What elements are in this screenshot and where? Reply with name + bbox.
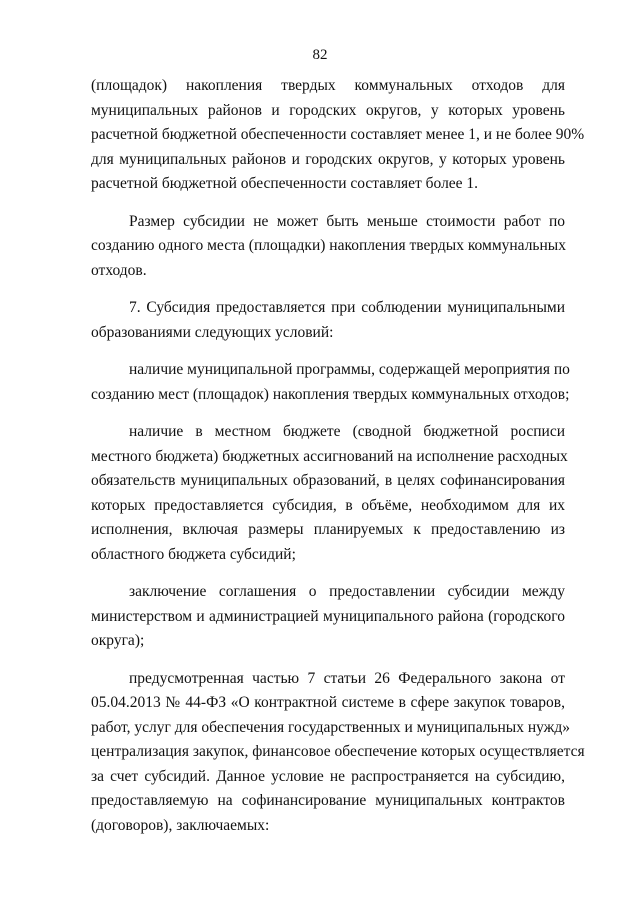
text-line: министерством и администрацией муниципального района (городского bbox=[91, 607, 565, 625]
paragraph-1 bbox=[91, 74, 585, 197]
text-line: 7. Субсидия предоставляется при соблюдении муниципальными bbox=[129, 299, 565, 316]
document-body bbox=[91, 74, 585, 838]
text-line: 05.04.2013 № 44-ФЗ «О контрактной системе в сфере закупок товаров, bbox=[91, 694, 565, 711]
text-line: которых предоставляется субсидия, в объёме, необходимом для их bbox=[91, 496, 565, 514]
text-line: за счет субсидий. Данное условие не распространяется на субсидию, bbox=[91, 767, 565, 785]
text-line: (площадок) накопления твердых коммунальных отходов для bbox=[91, 77, 565, 94]
text-line: округа); bbox=[91, 632, 145, 649]
text-line: наличие муниципальной программы, содержащей мероприятия по bbox=[129, 361, 570, 378]
text-line: созданию мест (площадок) накопления твердых коммунальных отходов; bbox=[91, 385, 570, 403]
text-line: наличие в местном бюджете (сводной бюджетной росписи bbox=[129, 423, 565, 440]
text-line: созданию одного места (площадки) накопления твердых коммунальных bbox=[91, 237, 566, 254]
paragraph-7 bbox=[91, 667, 585, 839]
text-line: (договоров), заключаемых: bbox=[91, 816, 270, 834]
text-line: отходов. bbox=[91, 261, 147, 279]
text-line: муниципальных районов и городских округов, у которых уровень bbox=[91, 101, 565, 119]
paragraph-5 bbox=[91, 420, 568, 567]
paragraph-2 bbox=[91, 210, 565, 284]
paragraph-6 bbox=[91, 580, 565, 654]
text-line: Размер субсидии не может быть меньше стоимости работ по bbox=[129, 212, 565, 230]
text-line: для муниципальных районов и городских округов, у которых уровень bbox=[91, 150, 565, 168]
text-line: местного бюджета) бюджетных ассигнований на исполнение расходных bbox=[91, 447, 568, 465]
text-line: предоставляемую на софинансирование муниципальных контрактов bbox=[91, 792, 565, 809]
text-line: работ, услуг для обеспечения государственных и муниципальных нужд» bbox=[91, 718, 571, 736]
text-line: предусмотренная частью 7 статьи 26 Федерального закона от bbox=[129, 669, 565, 687]
text-line: исполнения, включая размеры планируемых к предоставлению из bbox=[91, 521, 565, 538]
text-line: расчетной бюджетной обеспеченности составляет более 1. bbox=[91, 175, 479, 192]
text-line: заключение соглашения о предоставлении субсидии между bbox=[129, 583, 565, 600]
text-line: обязательств муниципальных образований, в целях софинансирования bbox=[91, 472, 565, 489]
text-line: образованиями следующих условий: bbox=[91, 323, 334, 341]
page-number: 82 bbox=[312, 47, 328, 63]
text-line: областного бюджета субсидий; bbox=[91, 545, 296, 563]
paragraph-3 bbox=[91, 296, 565, 345]
paragraph-4 bbox=[91, 358, 570, 407]
text-line: расчетной бюджетной обеспеченности составляет менее 1, и не более 90% bbox=[91, 126, 585, 143]
text-line: централизация закупок, финансовое обеспечение которых осуществляется bbox=[91, 743, 585, 760]
